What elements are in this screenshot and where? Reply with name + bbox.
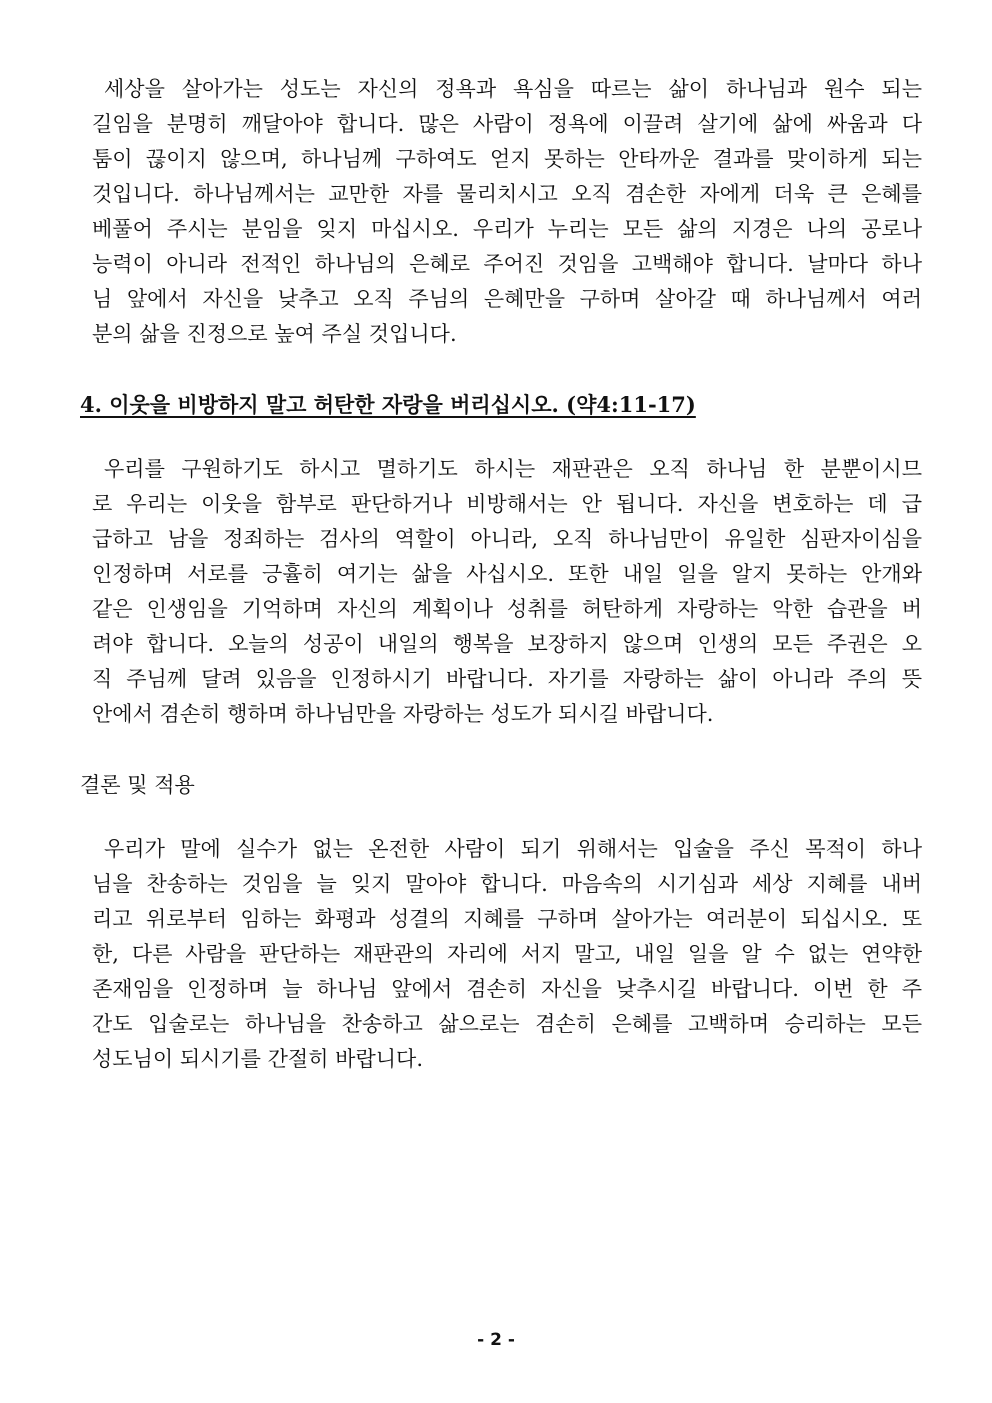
- paragraph-1: [80, 72, 922, 352]
- text-line: 인정하며 서로를 긍휼히 여기는 삶을 사십시오. 또한 내일 일을 알지 못하는 안개와: [92, 562, 922, 586]
- text-line: 것입니다. 하나님께서는 교만한 자를 물리치시고 오직 겸손한 자에게 더욱 큰 은혜를: [92, 182, 922, 206]
- page-number: - 2 -: [477, 1330, 515, 1350]
- section-heading: 4. 이웃을 비방하지 말고 허탄한 자랑을 버리십시오. (약4:11-17): [80, 392, 696, 417]
- text-line: 로 우리는 이웃을 함부로 판단하거나 비방해서는 안 됩니다. 자신을 변호하는 데 급: [92, 492, 922, 516]
- text-line: 같은 인생임을 기억하며 자신의 계획이나 성취를 허탄하게 자랑하는 악한 습관을 버: [92, 597, 922, 621]
- text-line: 세상을 살아가는 성도는 자신의 정욕과 욕심을 따르는 삶이 하나님과 원수 되는: [104, 77, 922, 101]
- text-line: 우리가 말에 실수가 없는 온전한 사람이 되기 위해서는 입술을 주신 목적이 하나: [104, 837, 922, 861]
- text-line: 직 주님께 달려 있음을 인정하시기 바랍니다. 자기를 자랑하는 삶이 아니라 주의 뜻: [92, 667, 922, 691]
- paragraph-3: [80, 832, 922, 1077]
- text-line: 베풀어 주시는 분임을 잊지 마십시오. 우리가 누리는 모든 삶의 지경은 나의 공로나: [92, 217, 922, 241]
- conclusion-heading: 결론 및 적용: [80, 773, 195, 797]
- text-line: 님을 찬송하는 것임을 늘 잊지 말아야 합니다. 마음속의 시기심과 세상 지혜를 내버: [92, 872, 922, 896]
- text-line: 간도 입술로는 하나님을 찬송하고 삶으로는 겸손히 은혜를 고백하며 승리하는 모든: [92, 1012, 922, 1036]
- text-line: 분의 삶을 진정으로 높여 주실 것입니다.: [92, 322, 457, 346]
- text-line: 리고 위로부터 임하는 화평과 성결의 지혜를 구하며 살아가는 여러분이 되십시오. 또: [92, 907, 922, 931]
- text-line: 려야 합니다. 오늘의 성공이 내일의 행복을 보장하지 않으며 인생의 모든 주권은 오: [92, 632, 922, 656]
- text-line: 안에서 겸손히 행하며 하나님만을 자랑하는 성도가 되시길 바랍니다.: [92, 702, 714, 726]
- text-line: 능력이 아니라 전적인 하나님의 은혜로 주어진 것임을 고백해야 합니다. 날마다 하나: [92, 252, 922, 276]
- text-line: 님 앞에서 자신을 낮추고 오직 주님의 은혜만을 구하며 살아갈 때 하나님께서 여러: [92, 287, 922, 311]
- text-line: 존재임을 인정하며 늘 하나님 앞에서 겸손히 자신을 낮추시길 바랍니다. 이번 한 주: [92, 977, 922, 1001]
- text-line: 툼이 끊이지 않으며, 하나님께 구하여도 얻지 못하는 안타까운 결과를 맞이하게 되는: [92, 147, 922, 171]
- text-line: 급하고 남을 정죄하는 검사의 역할이 아니라, 오직 하나님만이 유일한 심판자이심을: [92, 527, 922, 551]
- text-line: 길임을 분명히 깨달아야 합니다. 많은 사람이 정욕에 이끌려 살기에 삶에 싸움과 다: [92, 112, 922, 136]
- paragraph-2: [80, 452, 922, 732]
- text-line: 성도님이 되시기를 간절히 바랍니다.: [92, 1047, 423, 1071]
- text-line: 한, 다른 사람을 판단하는 재판관의 자리에 서지 말고, 내일 일을 알 수 없는 연약한: [92, 942, 922, 966]
- text-line: 우리를 구원하기도 하시고 멸하기도 하시는 재판관은 오직 하나님 한 분뿐이시므: [104, 457, 922, 481]
